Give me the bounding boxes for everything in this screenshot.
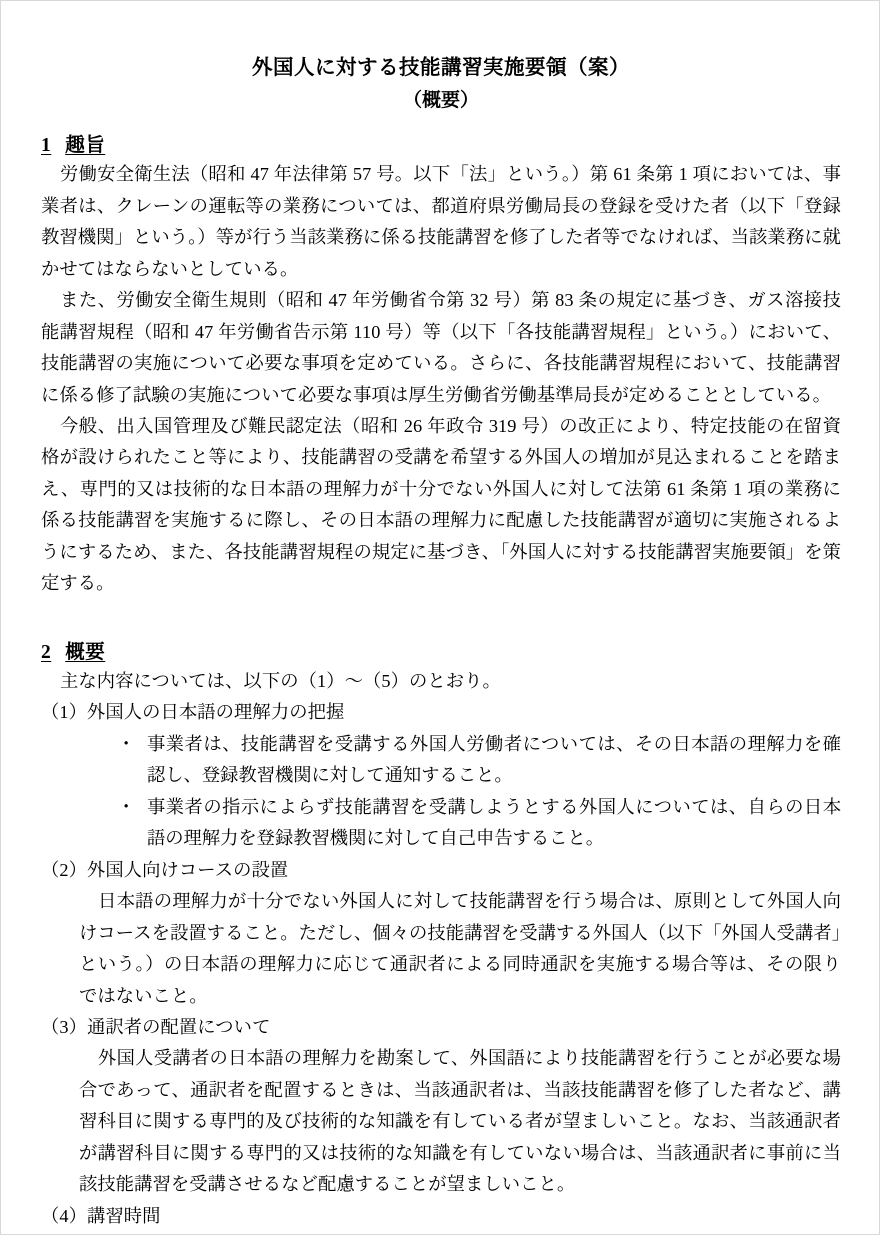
section-1-paragraph-3: 今般、出入国管理及び難民認定法（昭和 26 年政令 319 号）の改正により、特定技能の在留資格が設けられたこと等により、技能講習の受講を希望する外国人の増加が見込まれることを踏まえ、専門的又は技術的な日本語の理解力が十分でない外国人に対して法第 61 条第 1 項の業務に係る技能講習を実施するに際し、その日本語の理解力に配慮した技能講習が適切に実施されるようにするため、また、各技能講習規程の規定に基づき、「外国人に対する技能講習実施要領」を策定する。 [41,416,841,594]
section-heading-2 [41,636,841,664]
section-1-paragraph-1: 労働安全衛生法（昭和 47 年法律第 57 号。以下「法」という。）第 61 条第 1 項においては、事業者は、クレーンの運転等の業務については、都道府県労働局長の登録を受けた者（以下「登録教習機関」という。）等が行う当該業務に係る技能講習を修了した者等でなければ、当該業務に就かせてはならないとしている。 [41,164,841,279]
list-item-text: 事業者は、技能講習を受講する外国人労働者については、その日本語の理解力を確認し、登録教習機関に対して通知すること。 [147,733,841,786]
page-subtitle: （概要） [402,89,479,111]
section-number-1: 1 [41,135,52,157]
item-3-body: 外国人受講者の日本語の理解力を勘案して、外国語により技能講習を行うことが必要な場合であって、通訳者を配置するときは、当該通訳者は、当該技能講習を修了した者など、講習科目に関する専門的及び技術的な知識を有している者が望ましいこと。なお、当該通訳者が講習科目に関する専門的又は技術的な知識を有していない場合は、当該通訳者に事前に当該技能講習を受講させるなど配慮することが望ましいこと。 [79,1048,841,1195]
document-content [41,53,841,1232]
list-item [117,729,841,792]
page-title: 外国人に対する技能講習実施要領（案） [252,57,630,79]
bullet-dot-icon: ・ [117,796,136,817]
list-item-text: 事業者の指示によらず技能講習を受講しようとする外国人については、自らの日本語の理解力を登録教習機関に対して自己申告すること。 [147,796,841,849]
section-heading-1 [41,129,841,157]
item-3-label: （3）通訳者の配置について [41,1016,271,1037]
section-2-lead: 主な内容については、以下の（1）～（5）のとおり。 [60,670,501,691]
list-item [117,792,841,855]
section-title-2: 概要 [65,641,106,663]
item-1-label: （1）外国人の日本語の理解力の把握 [41,702,345,723]
bullet-dot-icon: ・ [117,733,136,754]
item-2-label: （2）外国人向けコースの設置 [41,859,289,880]
section-title-1: 趣旨 [65,135,106,157]
item-2-body: 日本語の理解力が十分でない外国人に対して技能講習を行う場合は、原則として外国人向けコースを設置すること。ただし、個々の技能講習を受講する外国人（以下「外国人受講者」という。）の日本語の理解力に応じて通訳者による同時通訳を実施する場合等は、その限りではないこと。 [79,891,841,1006]
section-1-paragraph-2: また、労働安全衛生規則（昭和 47 年労働省令第 32 号）第 83 条の規定に基づき、ガス溶接技能講習規程（昭和 47 年労働省告示第 110 号）等（以下「各技能講習規程」という。）において、技能講習の実施について必要な事項を定めている。さらに、各技能講習規程において、技能講習に係る修了試験の実施について必要な事項は厚生労働省労働基準局長が定めることとしている。 [41,290,841,405]
item-1-bullet-list [41,729,841,855]
section-number-2: 2 [41,641,52,663]
item-4-label: （4）講習時間 [41,1205,161,1226]
